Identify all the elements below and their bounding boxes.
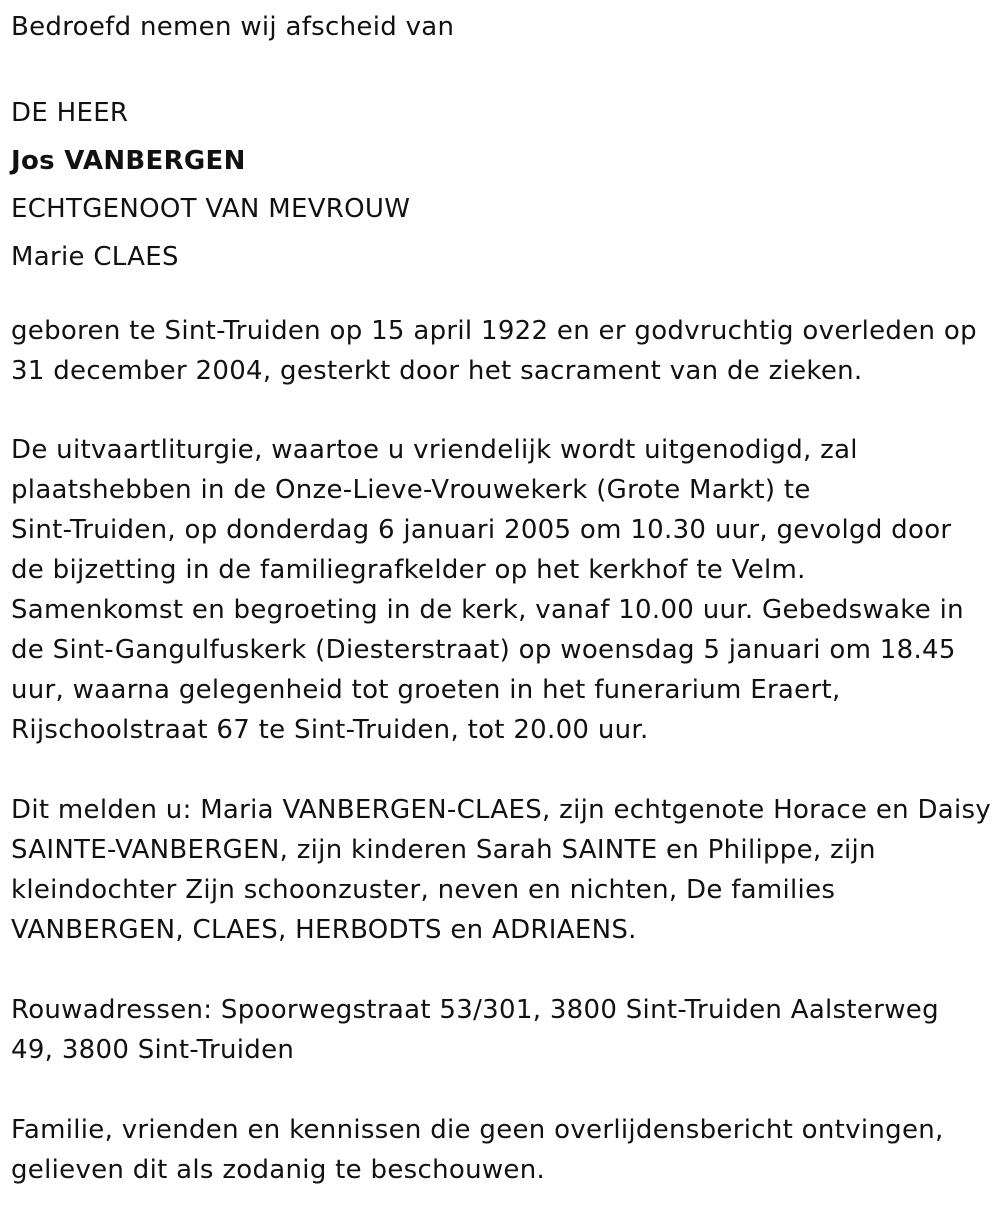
addresses-paragraph	[11, 990, 939, 1070]
paragraph-line: de bijzetting in de familiegrafkelder op het kerkhof te Velm.	[11, 555, 806, 585]
funeral-paragraph	[11, 430, 964, 750]
paragraph-line: kleindochter Zijn schoonzuster, neven en nichten, De families	[11, 875, 836, 905]
paragraph-line: Samenkomst en begroeting in de kerk, vanaf 10.00 uur. Gebedswake in	[11, 595, 964, 625]
paragraph-line: gelieven dit als zodanig te beschouwen.	[11, 1155, 546, 1185]
intro-text: Bedroefd nemen wij afscheid van	[11, 12, 455, 42]
paragraph-line: plaatshebben in de Onze-Lieve-Vrouwekerk (Grote Markt) te	[11, 475, 811, 505]
paragraph-line: de Sint-Gangulfuskerk (Diesterstraat) op woensdag 5 januari om 18.45	[11, 635, 956, 665]
paragraph-line: Familie, vrienden en kennissen die geen overlijdensbericht ontvingen,	[11, 1115, 944, 1145]
deceased-name: Jos VANBERGEN	[11, 146, 246, 176]
paragraph-line: Sint-Truiden, op donderdag 6 januari 2005 om 10.30 uur, gevolgd door	[11, 515, 952, 545]
relation-label: ECHTGENOOT VAN MEVROUW	[11, 194, 411, 224]
paragraph-line: 31 december 2004, gesterkt door het sacrament van de zieken.	[11, 356, 863, 386]
honorific: DE HEER	[11, 98, 129, 128]
closing-paragraph	[11, 1110, 944, 1190]
intro-line	[11, 10, 454, 44]
paragraph-line: 49, 3800 Sint-Truiden	[11, 1035, 295, 1065]
paragraph-line: uur, waarna gelegenheid tot groeten in het funerarium Eraert,	[11, 675, 841, 705]
family-paragraph	[11, 790, 991, 950]
paragraph-line: VANBERGEN, CLAES, HERBODTS en ADRIAENS.	[11, 915, 637, 945]
paragraph-line: Rouwadressen: Spoorwegstraat 53/301, 3800 Sint-Truiden Aalsterweg	[11, 995, 939, 1025]
paragraph-line: geboren te Sint-Truiden op 15 april 1922 en er godvruchtig overleden op	[11, 316, 977, 346]
paragraph-line: De uitvaartliturgie, waartoe u vriendelijk wordt uitgenodigd, zal	[11, 435, 858, 465]
birth-death-paragraph	[11, 311, 977, 391]
paragraph-line: Rijschoolstraat 67 te Sint-Truiden, tot 20.00 uur.	[11, 715, 649, 745]
deceased-header	[11, 89, 410, 281]
spouse-name: Marie CLAES	[11, 242, 179, 272]
paragraph-line: SAINTE-VANBERGEN, zijn kinderen Sarah SAINTE en Philippe, zijn	[11, 835, 876, 865]
paragraph-line: Dit melden u: Maria VANBERGEN-CLAES, zijn echtgenote Horace en Daisy	[11, 795, 992, 825]
